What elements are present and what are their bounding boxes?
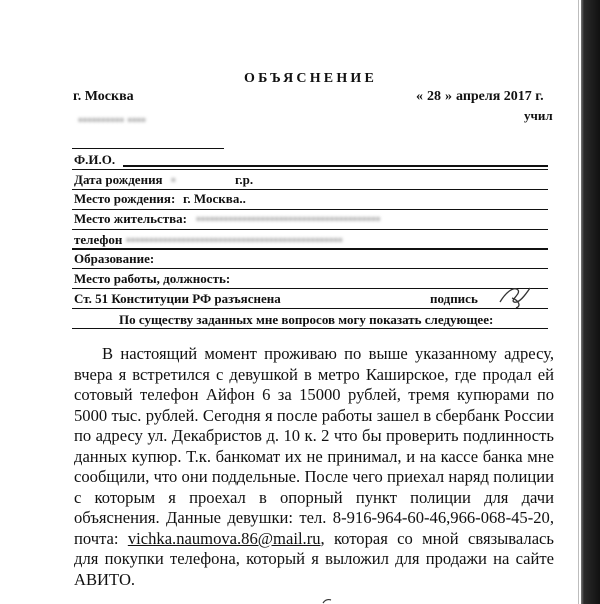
redacted-text: ▪▪▪▪▪▪▪▪▪▪ ▪▪▪▪: [78, 112, 146, 127]
field-label-workplace: Место работы, должность:: [74, 271, 231, 286]
redacted-text: ▪▪▪▪▪▪▪▪▪▪▪▪▪▪▪▪▪▪▪▪▪▪▪▪▪▪▪▪▪▪▪▪▪▪▪▪▪▪▪▪: [196, 211, 381, 226]
date-close-quote: »: [445, 89, 452, 104]
statement-text: В настоящий момент проживаю по выше указанному адресу, вчера я встретился с девушкой в метро Каширское, где продал ей сотовый телефон Айфон 6 за 15000 рублей, тремя купюрами по 5000 тыс. рублей. Сегодня я после работы зашел в сбербанк России по адресу ул. Декабристов д. 10 к. 2 что бы проверить подлинность данных купюр. Т.к. банкомат их не принимал, и на кассе банка мне сообщили, что они поддельные. После чего приехал наряд полиции с которым я проехал в опорный пункт полиции для дачи объяснения. Данные девушки: тел. 8-916-964-60-46,966-068-45-20, почта:: [74, 344, 554, 548]
field-line-education: [72, 268, 548, 269]
field-label-education: Образование:: [74, 251, 155, 266]
statement-body: [74, 344, 554, 590]
field-line-residence: [72, 229, 548, 230]
field-label-fio: Ф.И.О.: [74, 152, 116, 167]
field-line-fio: [72, 169, 548, 170]
field-line-constitution: [72, 308, 548, 309]
field-label-birth-place: Место рождения:: [74, 191, 176, 206]
document-city: г. Москва: [73, 89, 134, 104]
page-edge-line: [578, 0, 579, 604]
field-label-phone: телефон: [74, 232, 123, 247]
field-line-birth-date: [72, 189, 548, 190]
field-label-signature: подпись: [430, 291, 478, 306]
field-label-residence: Место жительства:: [74, 211, 188, 226]
redacted-text: ▪: [171, 172, 176, 187]
divider-intro: [72, 328, 548, 329]
date-day: 28: [427, 89, 441, 104]
field-line-fio-top: [123, 165, 548, 167]
bottom-ink-mark: [322, 598, 332, 604]
field-value-birth-place: г. Москва..: [183, 191, 246, 206]
statement-intro: По существу заданных мне вопросов могу показать следующее:: [119, 312, 494, 327]
field-value-birth-date-suffix: г.р.: [235, 172, 254, 187]
field-line-workplace: [72, 288, 548, 289]
redacted-text: ▪▪▪▪▪▪▪▪▪▪▪▪▪▪▪▪▪▪▪▪▪▪▪▪▪▪▪▪▪▪▪▪▪▪▪▪▪▪▪▪▪▪▪▪▪▪▪: [126, 232, 343, 247]
field-label-constitution: Ст. 51 Конституции РФ разъяснена: [74, 291, 281, 306]
statement-email: vichka.naumova.86@mail.ru: [127, 528, 321, 548]
signature-mark: [492, 280, 536, 310]
date-open-quote: «: [416, 89, 423, 104]
statement-text-end: , которая со мной связывалась для покупки телефона, который я выложил для продажи на сайте АВИТО.: [74, 528, 554, 589]
page-edge-shadow: [581, 0, 600, 604]
date-rest: апреля 2017 г.: [456, 89, 544, 104]
field-line-phone: [72, 248, 548, 250]
document-date: [416, 89, 544, 105]
field-line-birth-place: [72, 209, 548, 210]
field-label-birth-date: Дата рождения: [74, 172, 163, 187]
divider-short: [72, 148, 224, 149]
partial-text-right: учил: [524, 108, 553, 123]
document-title: ОБЪЯСНЕНИЕ: [244, 71, 378, 86]
